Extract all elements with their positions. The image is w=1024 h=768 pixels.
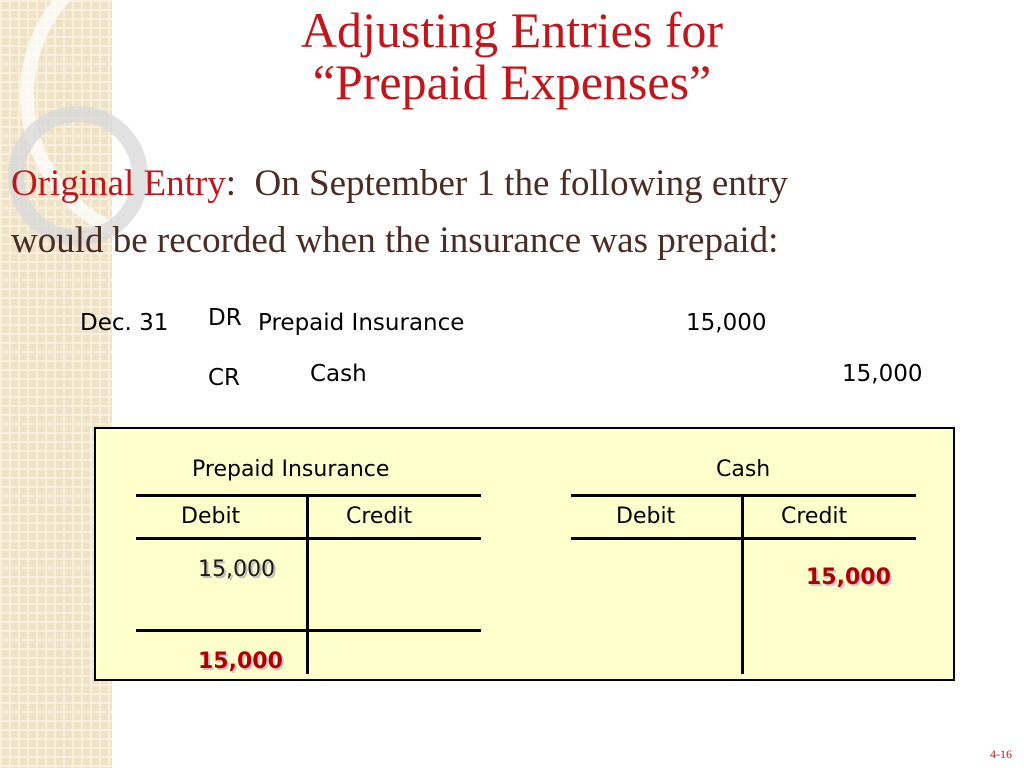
cash-credit-header: Credit [781,504,848,529]
journal-credit-account: Cash [310,361,367,387]
journal-debit-account: Prepaid Insurance [258,310,465,336]
cash-debit-header: Debit [616,504,676,529]
intro-line-1 [11,155,1011,212]
intro-colon: : [225,163,237,204]
intro-paragraph [11,155,1011,269]
prepaid-insurance-title: Prepaid Insurance [192,457,390,482]
original-entry-label: Original Entry [11,163,226,204]
prepaid-insurance-credit-header: Credit [346,504,413,529]
prepaid-insurance-balance-rule [136,629,481,632]
journal-debit-tag: DR [208,305,242,331]
slide-title [0,4,1024,108]
page-number: 4-16 [990,747,1012,761]
title-line-2: “Prepaid Expenses” [312,54,712,110]
journal-credit-amount: 15,000 [842,361,923,387]
prepaid-insurance-debit-balance: 15,000 [198,649,283,674]
cash-title: Cash [716,457,771,482]
prepaid-insurance-divider [306,494,309,674]
t-accounts-panel [94,427,955,681]
journal-debit-amount: 15,000 [686,310,767,336]
intro-text-1: On September 1 the following entry [254,163,788,204]
prepaid-insurance-debit-header: Debit [181,504,241,529]
cash-divider [741,494,744,674]
journal-credit-tag: CR [208,365,241,391]
prepaid-insurance-debit-entry: 15,000 [198,557,275,582]
intro-line-2: would be recorded when the insurance was prepaid: [11,220,779,261]
cash-credit-entry: 15,000 [806,565,891,590]
title-line-1: Adjusting Entries for [300,2,724,58]
journal-date: Dec. 31 [80,310,169,336]
